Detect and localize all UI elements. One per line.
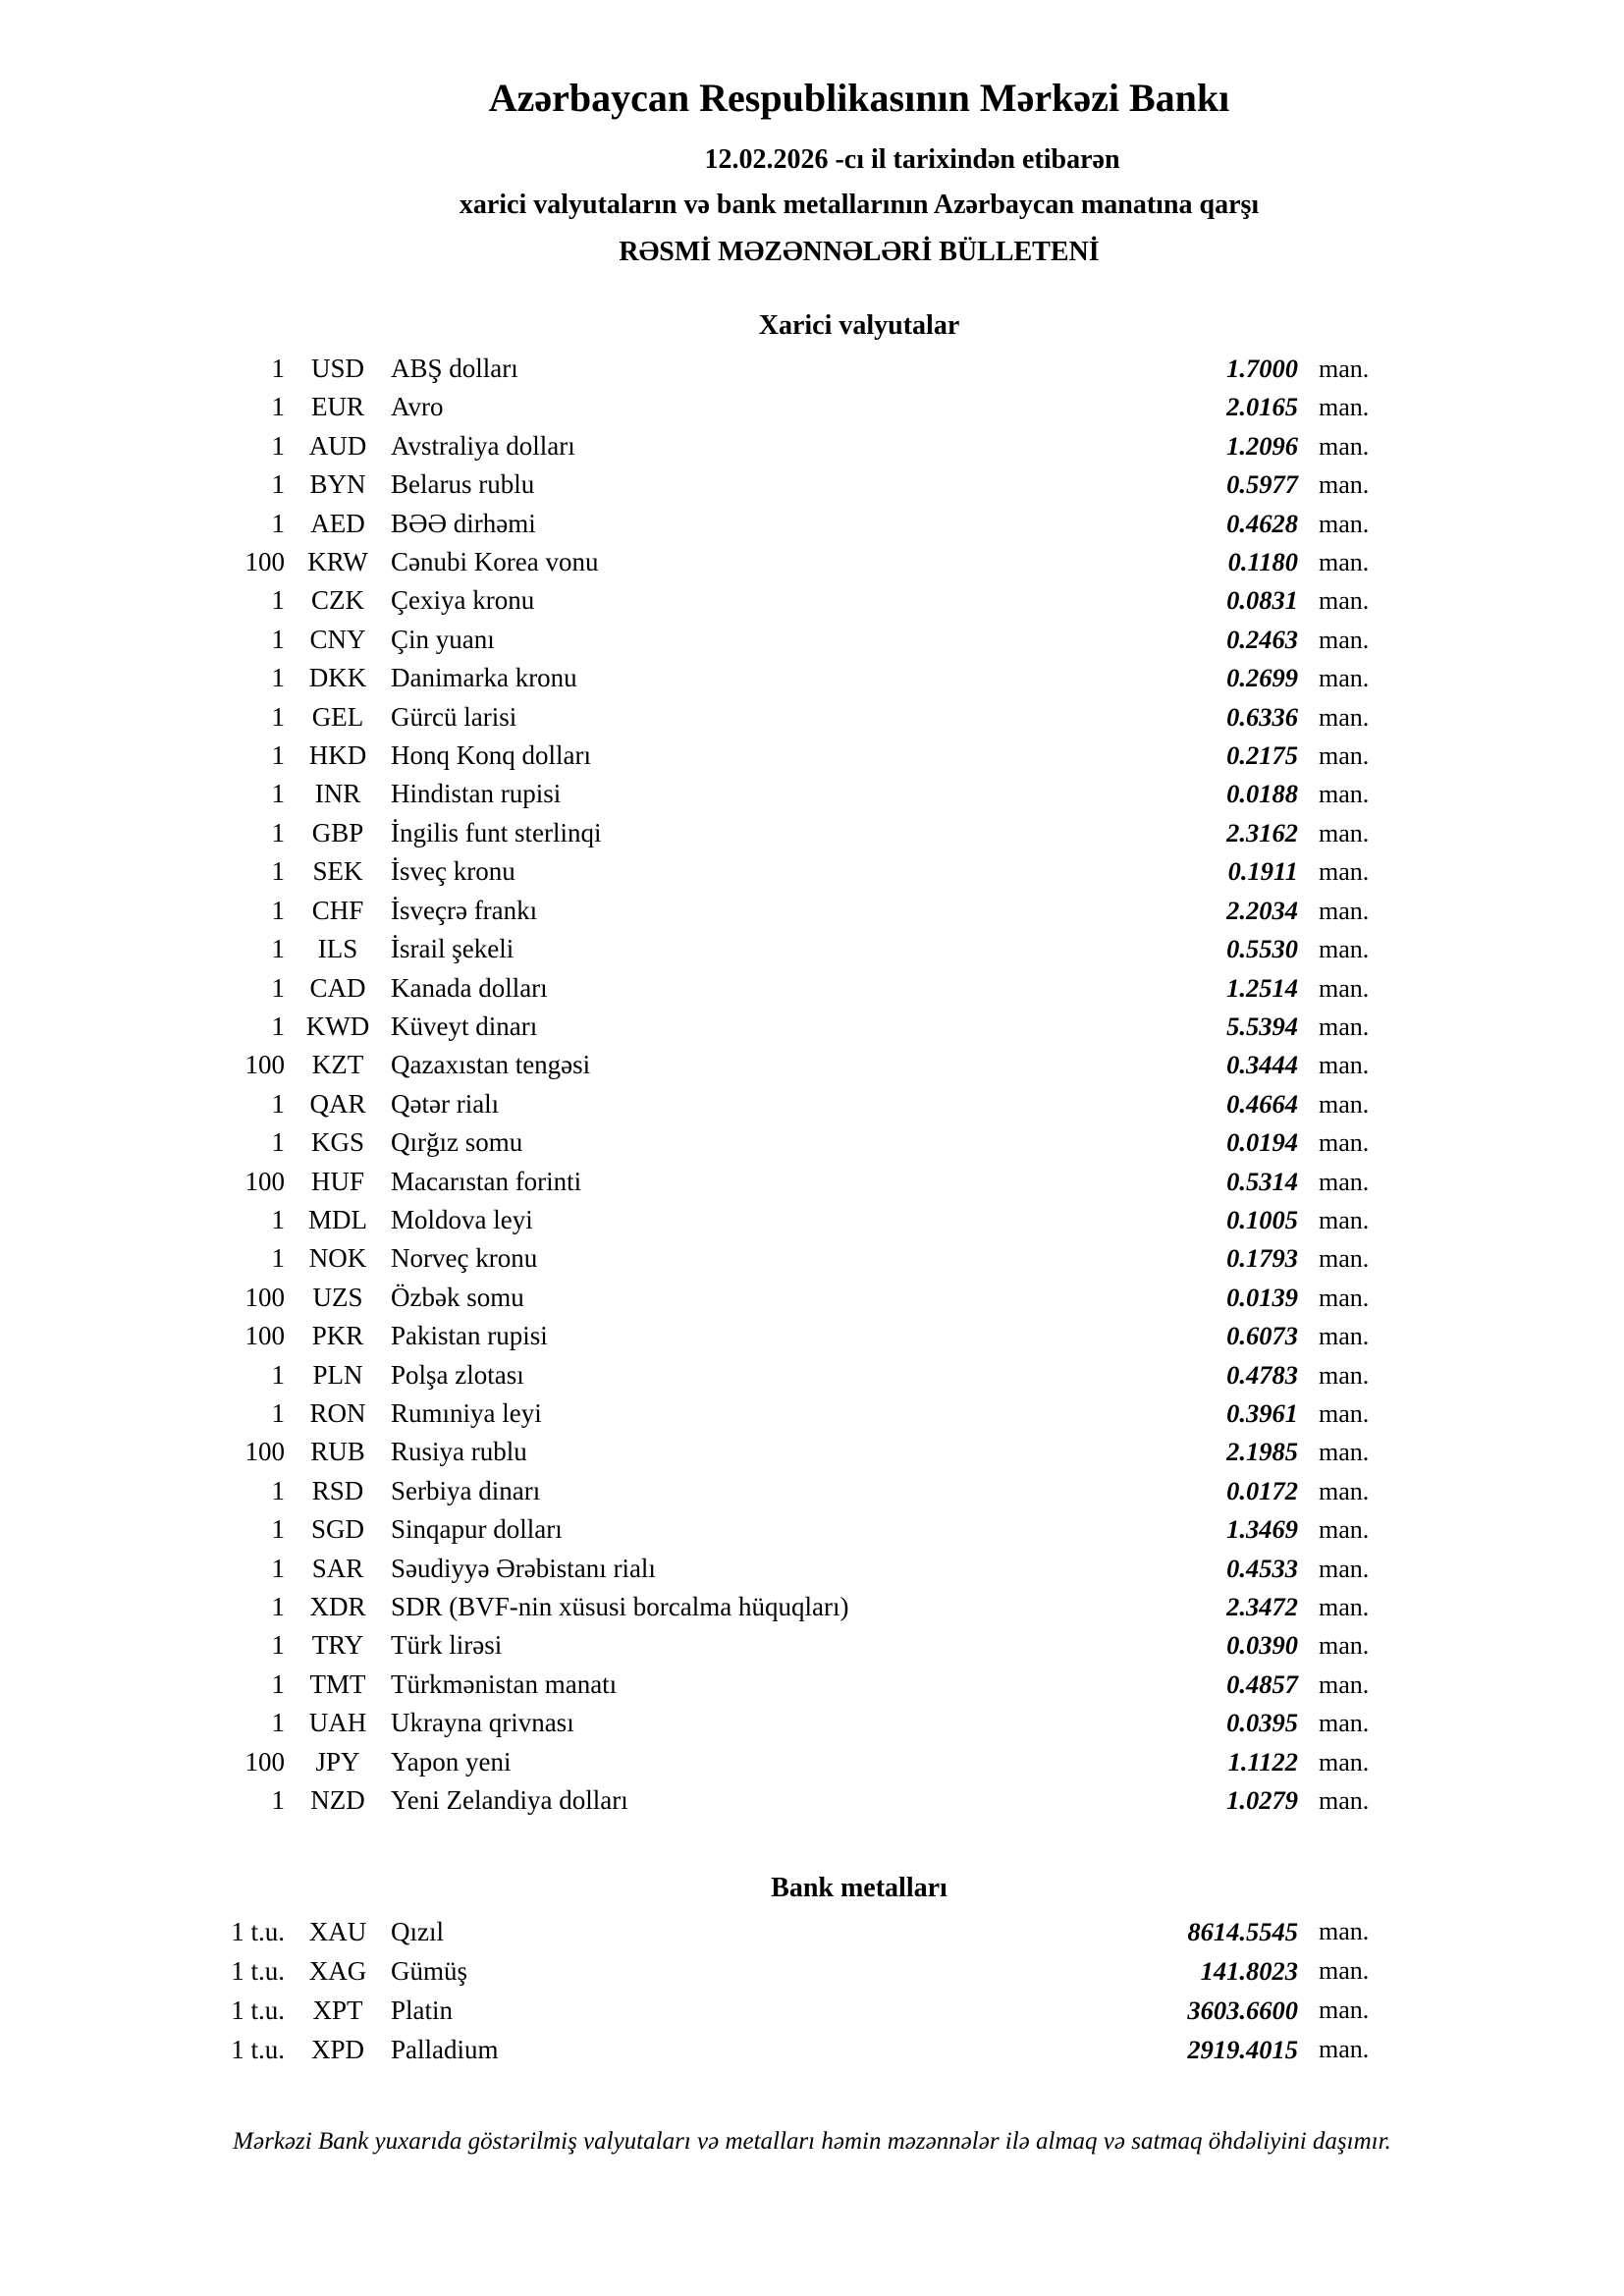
currency-row-rate: 2.3472 bbox=[1226, 1592, 1298, 1621]
currency-row-qty: 1 bbox=[271, 1204, 285, 1234]
currency-row bbox=[0, 1046, 1624, 1084]
metal-row-qty: 1 t.u. bbox=[231, 2035, 285, 2065]
currency-row-rate: 0.0139 bbox=[1226, 1282, 1298, 1312]
currency-row-code: HKD bbox=[308, 740, 367, 771]
currency-row-qty: 1 bbox=[271, 1785, 285, 1816]
currency-row-code: KWD bbox=[305, 1011, 370, 1041]
currency-row-unit: man. bbox=[1319, 1089, 1370, 1119]
currency-row-qty: 1 bbox=[271, 1088, 285, 1119]
currency-row bbox=[0, 465, 1624, 504]
currency-row-unit: man. bbox=[1319, 1669, 1370, 1699]
currency-row-code: CAD bbox=[309, 972, 366, 1003]
currency-row-rate: 0.2463 bbox=[1226, 624, 1298, 654]
metal-row-code: XPT bbox=[312, 1995, 363, 2026]
currency-row-name: Özbək somu bbox=[391, 1282, 524, 1312]
currency-row bbox=[0, 814, 1624, 852]
currency-row-rate: 2.1985 bbox=[1226, 1437, 1298, 1467]
metal-row-unit: man. bbox=[1319, 2035, 1370, 2064]
currency-row bbox=[0, 505, 1624, 543]
currency-row-code: EUR bbox=[311, 392, 364, 422]
currency-row bbox=[0, 581, 1624, 620]
currency-row-rate: 0.4664 bbox=[1226, 1088, 1298, 1119]
currency-row bbox=[0, 621, 1624, 659]
currency-row-rate: 0.0172 bbox=[1226, 1475, 1298, 1505]
currency-row-rate: 0.0188 bbox=[1226, 779, 1298, 809]
currency-row bbox=[0, 852, 1624, 891]
metal-row-qty: 1 t.u. bbox=[231, 1917, 285, 1947]
currency-row-unit: man. bbox=[1319, 857, 1370, 887]
currency-row-unit: man. bbox=[1319, 780, 1370, 809]
currency-row-code: TMT bbox=[309, 1668, 366, 1699]
currency-row bbox=[0, 659, 1624, 697]
currency-row-code: INR bbox=[314, 779, 361, 809]
currency-row-unit: man. bbox=[1319, 1322, 1370, 1351]
currency-row-name: Sinqapur dolları bbox=[391, 1514, 563, 1545]
currency-row bbox=[0, 698, 1624, 737]
currency-row-unit: man. bbox=[1319, 355, 1370, 383]
currency-row bbox=[0, 1317, 1624, 1355]
currency-row-unit: man. bbox=[1319, 1398, 1370, 1428]
currency-row-code: CHF bbox=[311, 895, 364, 925]
metal-row bbox=[0, 1991, 1624, 2030]
currency-row-name: Avro bbox=[391, 392, 444, 422]
metal-row-name: Qızıl bbox=[391, 1917, 444, 1947]
currency-row bbox=[0, 1743, 1624, 1781]
currency-row-code: MDL bbox=[308, 1204, 367, 1234]
currency-row-name: Çin yuanı bbox=[391, 624, 495, 654]
currency-row-name: Hindistan rupisi bbox=[391, 779, 562, 809]
currency-row-code: QAR bbox=[309, 1088, 366, 1119]
currency-row-code: RON bbox=[309, 1397, 366, 1428]
currency-row-code: SGD bbox=[310, 1514, 364, 1545]
effective-date-line: 12.02.2026 -cı il tarixindən etibarən bbox=[704, 144, 1120, 175]
currency-row-rate: 0.2175 bbox=[1226, 740, 1298, 771]
currency-row-unit: man. bbox=[1319, 818, 1370, 847]
metal-row-code: XAG bbox=[308, 1956, 367, 1987]
currency-row-qty: 1 bbox=[271, 624, 285, 654]
currency-row-unit: man. bbox=[1319, 625, 1370, 654]
page-title: Azərbaycan Respublikasının Mərkəzi Bankı bbox=[488, 76, 1230, 120]
currency-row-code: PLN bbox=[312, 1359, 363, 1390]
currency-row bbox=[0, 1588, 1624, 1626]
metals-section-heading: Bank metalları bbox=[771, 1873, 947, 1904]
currency-row bbox=[0, 1472, 1624, 1510]
currency-row-qty: 100 bbox=[244, 1437, 285, 1467]
currency-row-name: Yeni Zelandiya dolları bbox=[391, 1785, 628, 1816]
currency-row-qty: 1 bbox=[271, 972, 285, 1003]
currency-row-code: KZT bbox=[311, 1050, 364, 1080]
currency-row-name: Rusiya rublu bbox=[391, 1437, 527, 1467]
currency-row-unit: man. bbox=[1319, 1476, 1370, 1505]
currency-row-rate: 2.2034 bbox=[1226, 895, 1298, 925]
currency-row bbox=[0, 1394, 1624, 1433]
currency-row bbox=[0, 1239, 1624, 1278]
currency-row-code: KRW bbox=[307, 547, 368, 577]
currency-row-unit: man. bbox=[1319, 1515, 1370, 1545]
currency-row-unit: man. bbox=[1319, 1631, 1370, 1661]
currency-row bbox=[0, 775, 1624, 813]
currency-row bbox=[0, 427, 1624, 465]
currency-row-qty: 100 bbox=[244, 547, 285, 577]
currency-row-name: Danimarka kronu bbox=[391, 663, 577, 693]
currency-row-qty: 1 bbox=[271, 1708, 285, 1738]
currency-row-unit: man. bbox=[1319, 973, 1370, 1003]
currency-row-qty: 1 bbox=[271, 469, 285, 500]
currency-row-unit: man. bbox=[1319, 1786, 1370, 1816]
currency-row bbox=[0, 930, 1624, 968]
currency-row-rate: 0.2699 bbox=[1226, 663, 1298, 693]
currency-row-unit: man. bbox=[1319, 1205, 1370, 1234]
currency-row-qty: 1 bbox=[271, 779, 285, 809]
currency-row-name: İngilis funt sterlinqi bbox=[391, 817, 602, 847]
currency-row-name: Küveyt dinarı bbox=[391, 1011, 538, 1041]
metal-row-rate: 2919.4015 bbox=[1187, 2035, 1298, 2065]
metal-row-code: XPD bbox=[310, 2035, 364, 2065]
currency-row-qty: 100 bbox=[244, 1166, 285, 1196]
metal-row-rate: 141.8023 bbox=[1200, 1956, 1298, 1987]
currency-row-name: Pakistan rupisi bbox=[391, 1321, 548, 1351]
metal-row bbox=[0, 1912, 1624, 1951]
currency-row-qty: 1 bbox=[271, 1475, 285, 1505]
currency-row-name: Moldova leyi bbox=[391, 1204, 533, 1234]
currency-row-rate: 2.0165 bbox=[1226, 392, 1298, 422]
currency-row-qty: 1 bbox=[271, 1011, 285, 1041]
currency-row-code: PKR bbox=[311, 1321, 364, 1351]
currency-row-code: GBP bbox=[311, 817, 364, 847]
currency-row-code: TRY bbox=[311, 1630, 364, 1661]
currency-row-name: Cənubi Korea vonu bbox=[391, 547, 599, 577]
currency-row-name: Macarıstan forinti bbox=[391, 1166, 582, 1196]
currency-row-name: Qırğız somu bbox=[391, 1127, 523, 1158]
currency-row-name: Gürcü larisi bbox=[391, 701, 517, 732]
currency-row-name: Qətər rialı bbox=[391, 1088, 500, 1119]
currency-row-unit: man. bbox=[1319, 1244, 1370, 1274]
currency-row-name: Türkmənistan manatı bbox=[391, 1668, 618, 1699]
currency-row-qty: 1 bbox=[271, 1592, 285, 1621]
currency-row-name: Türk lirəsi bbox=[391, 1630, 503, 1661]
metal-row-code: XAU bbox=[308, 1917, 367, 1947]
currency-row-unit: man. bbox=[1319, 1051, 1370, 1080]
currency-row bbox=[0, 1510, 1624, 1549]
currency-row-qty: 100 bbox=[244, 1321, 285, 1351]
currency-row-qty: 1 bbox=[271, 663, 285, 693]
currency-row-code: JPY bbox=[315, 1746, 360, 1777]
currency-row-rate: 1.0279 bbox=[1226, 1785, 1298, 1816]
currency-row-name: Norveç kronu bbox=[391, 1243, 538, 1274]
currency-row-code: RUB bbox=[310, 1437, 365, 1467]
currency-row-qty: 1 bbox=[271, 1630, 285, 1661]
currency-row-code: GEL bbox=[311, 701, 364, 732]
currency-row-rate: 0.5530 bbox=[1226, 934, 1298, 964]
currency-row-name: SDR (BVF-nin xüsusi borcalma hüquqları) bbox=[391, 1592, 849, 1621]
currency-row-qty: 1 bbox=[271, 1668, 285, 1699]
currency-row bbox=[0, 1356, 1624, 1394]
currency-row bbox=[0, 1008, 1624, 1046]
currency-row-name: BƏƏ dirhəmi bbox=[391, 508, 536, 538]
currency-row-unit: man. bbox=[1319, 470, 1370, 500]
currency-row-qty: 100 bbox=[244, 1746, 285, 1777]
currency-row-qty: 100 bbox=[244, 1050, 285, 1080]
currency-table bbox=[0, 350, 1624, 1820]
currency-row-unit: man. bbox=[1319, 586, 1370, 616]
currency-row-rate: 1.2096 bbox=[1226, 430, 1298, 461]
currency-row bbox=[0, 1085, 1624, 1123]
currency-row bbox=[0, 892, 1624, 930]
currency-row-qty: 1 bbox=[271, 701, 285, 732]
currency-row-code: DKK bbox=[308, 663, 367, 693]
currency-row bbox=[0, 1666, 1624, 1704]
currency-row-unit: man. bbox=[1319, 741, 1370, 771]
currency-row-rate: 1.2514 bbox=[1226, 972, 1298, 1003]
currency-row-unit: man. bbox=[1319, 1128, 1370, 1158]
currency-row-rate: 1.7000 bbox=[1226, 354, 1298, 383]
currency-row-unit: man. bbox=[1319, 1360, 1370, 1390]
metal-row-unit: man. bbox=[1319, 1917, 1370, 1946]
currency-row bbox=[0, 1163, 1624, 1201]
currency-row-rate: 0.5977 bbox=[1226, 469, 1298, 500]
currency-row-unit: man. bbox=[1319, 431, 1370, 461]
currency-row-name: İsrail şekeli bbox=[391, 934, 514, 964]
currency-row bbox=[0, 1279, 1624, 1317]
currency-row-code: NZD bbox=[310, 1785, 365, 1816]
currency-row-code: RSD bbox=[311, 1475, 364, 1505]
currency-row-unit: man. bbox=[1319, 664, 1370, 693]
currency-row-qty: 1 bbox=[271, 740, 285, 771]
currency-row-name: Ukrayna qrivnası bbox=[391, 1708, 574, 1738]
metal-row-rate: 8614.5545 bbox=[1187, 1917, 1298, 1947]
currency-row-qty: 1 bbox=[271, 1514, 285, 1545]
currency-row-rate: 0.1005 bbox=[1226, 1204, 1298, 1234]
currency-row-qty: 1 bbox=[271, 1359, 285, 1390]
currency-row-rate: 0.4628 bbox=[1226, 508, 1298, 538]
currency-row bbox=[0, 1626, 1624, 1665]
currency-row-qty: 100 bbox=[244, 1282, 285, 1312]
metal-row-unit: man. bbox=[1319, 1995, 1370, 2025]
currency-row bbox=[0, 969, 1624, 1008]
currency-row-name: İsveçrə frankı bbox=[391, 895, 538, 925]
bulletin-title: RƏSMİ MƏZƏNNƏLƏRİ BÜLLETENİ bbox=[619, 237, 1100, 267]
currency-row-qty: 1 bbox=[271, 817, 285, 847]
currency-row bbox=[0, 388, 1624, 426]
currency-row-rate: 0.0194 bbox=[1226, 1127, 1298, 1158]
currency-row-rate: 0.3444 bbox=[1226, 1050, 1298, 1080]
currency-row-code: HUF bbox=[310, 1166, 364, 1196]
currency-row-unit: man. bbox=[1319, 935, 1370, 964]
currency-row-name: Səudiyyə Ərəbistanı rialı bbox=[391, 1553, 656, 1583]
currency-row-rate: 0.6073 bbox=[1226, 1321, 1298, 1351]
currency-row-code: ILS bbox=[317, 934, 358, 964]
currency-row-name: Honq Konq dolları bbox=[391, 740, 591, 771]
currency-row-unit: man. bbox=[1319, 509, 1370, 538]
currency-row-code: AUD bbox=[308, 430, 367, 461]
currency-row-rate: 0.0831 bbox=[1226, 585, 1298, 616]
currency-row-qty: 1 bbox=[271, 430, 285, 461]
currency-row-rate: 0.4533 bbox=[1226, 1553, 1298, 1583]
metal-row-name: Palladium bbox=[391, 2035, 499, 2065]
currency-row-code: SEK bbox=[312, 856, 363, 887]
currency-row-rate: 0.5314 bbox=[1226, 1166, 1298, 1196]
currency-row-qty: 1 bbox=[271, 392, 285, 422]
currency-row-name: İsveç kronu bbox=[391, 856, 515, 887]
currency-row bbox=[0, 737, 1624, 775]
currency-row-rate: 1.1122 bbox=[1227, 1746, 1298, 1777]
currency-row-rate: 0.4857 bbox=[1226, 1668, 1298, 1699]
currency-row-rate: 0.6336 bbox=[1226, 701, 1298, 732]
currency-row-name: Belarus rublu bbox=[391, 469, 535, 500]
metal-row-name: Gümüş bbox=[391, 1956, 468, 1987]
currency-row bbox=[0, 1433, 1624, 1471]
metal-table bbox=[0, 1912, 1624, 2069]
currency-row-unit: man. bbox=[1319, 1011, 1370, 1041]
currency-row-rate: 0.1793 bbox=[1226, 1243, 1298, 1274]
currency-row-unit: man. bbox=[1319, 1554, 1370, 1583]
currency-row-name: Serbiya dinarı bbox=[391, 1475, 541, 1505]
currency-row-qty: 1 bbox=[271, 1397, 285, 1428]
currency-row bbox=[0, 1201, 1624, 1239]
currency-row-qty: 1 bbox=[271, 1553, 285, 1583]
currency-row bbox=[0, 1781, 1624, 1820]
currency-row-name: Yapon yeni bbox=[391, 1746, 512, 1777]
currency-row-rate: 2.3162 bbox=[1226, 817, 1298, 847]
currency-row-unit: man. bbox=[1319, 548, 1370, 577]
currencies-section-heading: Xarici valyutalar bbox=[758, 310, 960, 341]
metal-row bbox=[0, 1951, 1624, 1991]
currency-row bbox=[0, 1550, 1624, 1588]
currency-row-name: Çexiya kronu bbox=[391, 585, 535, 616]
currency-row-qty: 1 bbox=[271, 1243, 285, 1274]
currency-row-qty: 1 bbox=[271, 1127, 285, 1158]
currency-row-rate: 0.1180 bbox=[1227, 547, 1298, 577]
metal-row-unit: man. bbox=[1319, 1956, 1370, 1986]
currency-row-unit: man. bbox=[1319, 896, 1370, 925]
currency-row-rate: 0.0395 bbox=[1226, 1708, 1298, 1738]
currency-row-unit: man. bbox=[1319, 1593, 1370, 1621]
currency-row-name: Avstraliya dolları bbox=[391, 430, 575, 461]
currency-row-code: USD bbox=[310, 354, 364, 383]
metal-row bbox=[0, 2030, 1624, 2069]
currency-row bbox=[0, 1704, 1624, 1742]
currency-row-code: UAH bbox=[308, 1708, 367, 1738]
currency-row-qty: 1 bbox=[271, 856, 285, 887]
currency-row-unit: man. bbox=[1319, 1283, 1370, 1312]
metal-row-qty: 1 t.u. bbox=[231, 1956, 285, 1987]
currency-row-name: Kanada dolları bbox=[391, 972, 548, 1003]
currency-row-code: SAR bbox=[311, 1553, 364, 1583]
currency-row-code: UZS bbox=[312, 1282, 363, 1312]
currency-row-name: Polşa zlotası bbox=[391, 1359, 524, 1390]
currency-row bbox=[0, 1123, 1624, 1162]
currency-row-name: ABŞ dolları bbox=[391, 354, 518, 383]
currency-row-unit: man. bbox=[1319, 1709, 1370, 1738]
currency-row-code: CNY bbox=[309, 624, 366, 654]
currency-row-unit: man. bbox=[1319, 1747, 1370, 1777]
currency-row-qty: 1 bbox=[271, 895, 285, 925]
currency-row-rate: 1.3469 bbox=[1226, 1514, 1298, 1545]
currency-row-unit: man. bbox=[1319, 702, 1370, 732]
currency-row-unit: man. bbox=[1319, 1438, 1370, 1467]
currency-row-rate: 0.3961 bbox=[1226, 1397, 1298, 1428]
currency-row-qty: 1 bbox=[271, 934, 285, 964]
currency-row-rate: 0.0390 bbox=[1226, 1630, 1298, 1661]
currency-row-code: AED bbox=[310, 508, 365, 538]
currency-row-code: KGS bbox=[310, 1127, 364, 1158]
metal-row-rate: 3603.6600 bbox=[1187, 1995, 1298, 2026]
currency-row-code: NOK bbox=[308, 1243, 367, 1274]
currency-row-code: CZK bbox=[311, 585, 364, 616]
currency-row-qty: 1 bbox=[271, 354, 285, 383]
currency-row-name: Rumıniya leyi bbox=[391, 1397, 542, 1428]
currency-row-unit: man. bbox=[1319, 1167, 1370, 1196]
page-subtitle: xarici valyutaların və bank metallarının Azərbaycan manatına qarşı bbox=[459, 190, 1260, 220]
currency-row-code: BYN bbox=[309, 469, 366, 500]
currency-row-name: Qazaxıstan tengəsi bbox=[391, 1050, 591, 1080]
metal-row-name: Platin bbox=[391, 1995, 454, 2026]
currency-row-unit: man. bbox=[1319, 393, 1370, 422]
currency-row-qty: 1 bbox=[271, 508, 285, 538]
currency-row-code: XDR bbox=[309, 1592, 366, 1621]
obligation-footer-note: Mərkəzi Bank yuxarıda göstərilmiş valyutaları və metalları həmin məzənnələr ilə almaq və satmaq öhdəliyini daşımır. bbox=[233, 2128, 1391, 2156]
currency-row bbox=[0, 350, 1624, 388]
currency-row-rate: 0.1911 bbox=[1227, 856, 1298, 887]
metal-row-qty: 1 t.u. bbox=[231, 1995, 285, 2026]
currency-row-qty: 1 bbox=[271, 585, 285, 616]
currency-row-rate: 0.4783 bbox=[1226, 1359, 1298, 1390]
currency-row bbox=[0, 543, 1624, 581]
currency-row-rate: 5.5394 bbox=[1226, 1011, 1298, 1041]
